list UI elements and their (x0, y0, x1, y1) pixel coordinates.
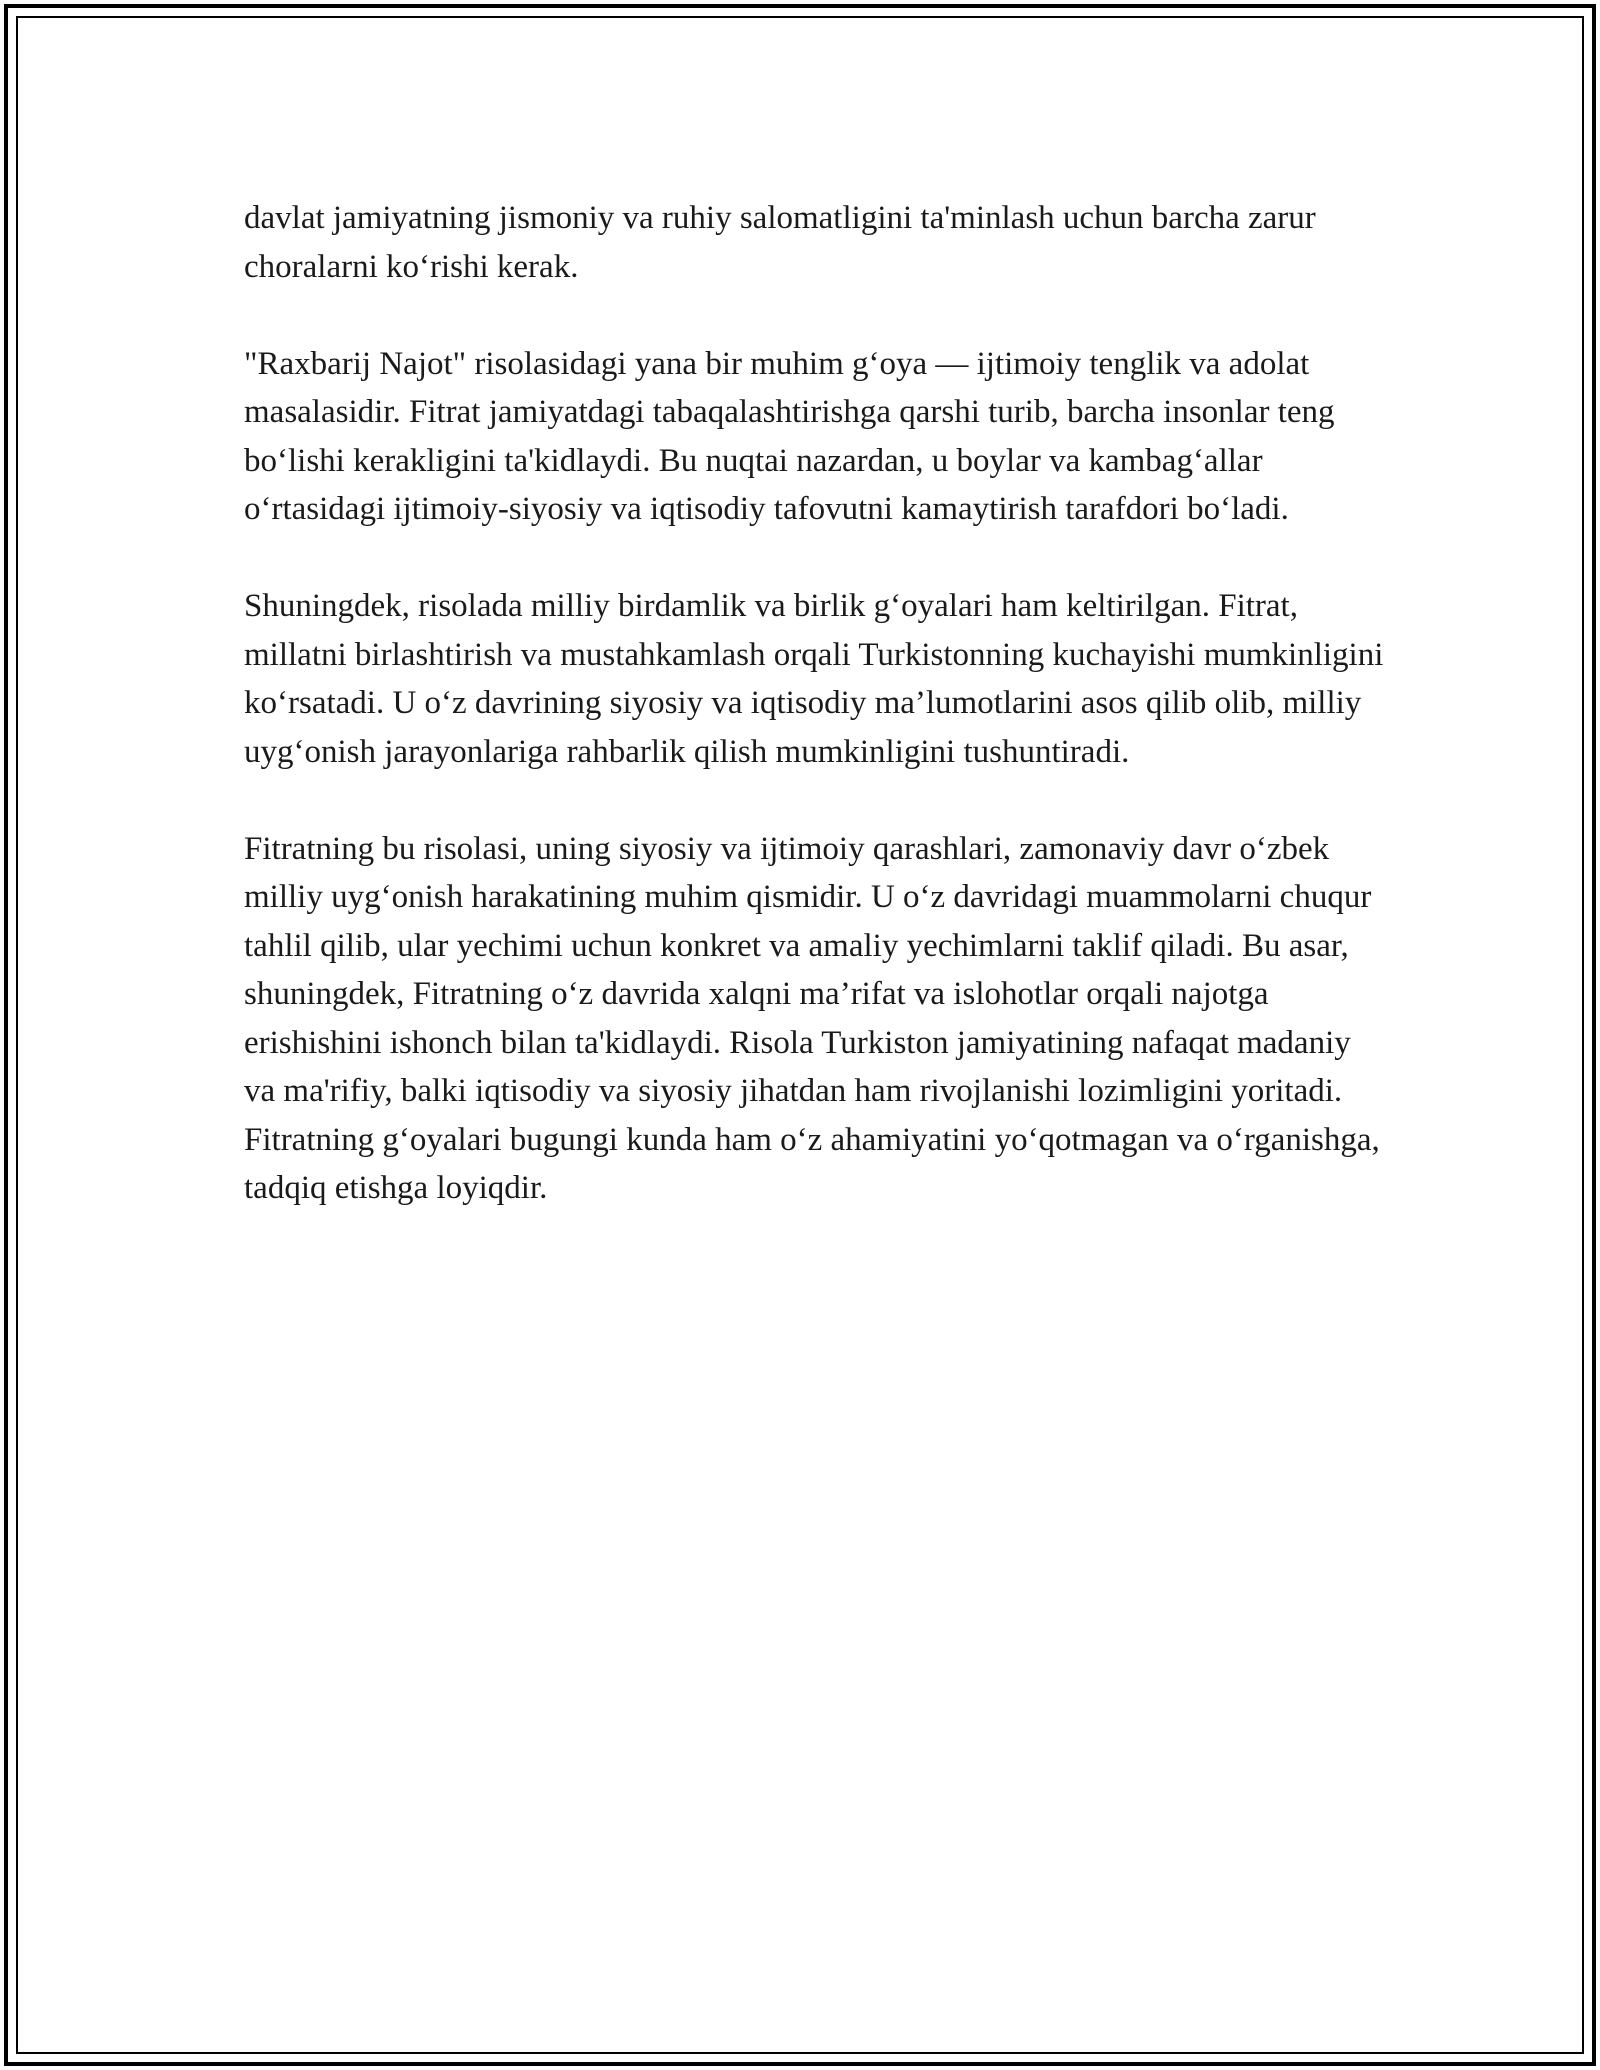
paragraph-1: davlat jamiyatning jismoniy va ruhiy salomatligini ta'minlash uchun barcha zarur choralarni ko‘rishi kerak. (244, 200, 1316, 285)
paragraph-2: "Raxbarij Najot" risolasidagi yana bir muhim g‘oya — ijtimoiy tenglik va adolat masalasidir. Fitrat jamiyatdagi tabaqalashtirishga qarshi turib, barcha insonlar teng bo‘lishi kerakligini ta'kidlaydi. Bu nuqtai nazardan, u boylar va kambag‘allar o‘rtasidagi ijtimoiy-siyosiy va iqtisodiy tafovutni kamaytirish tarafdori bo‘ladi. (244, 345, 1335, 527)
paragraph-4: Fitratning bu risolasi, uning siyosiy va ijtimoiy qarashlari, zamonaviy davr o‘zbek milliy uyg‘onish harakatining muhim qismidir. U o‘z davridagi muammolarni chuqur tahlil qilib, ular yechimi uchun konkret va amaliy yechimlarni taklif qiladi. Bu asar, shuningdek, Fitratning o‘z davrida xalqni ma’rifat va islohotlar orqali najotga erishishini ishonch bilan ta'kidlaydi. Risola Turkiston jamiyatining nafaqat madaniy va ma'rifiy, balki iqtisodiy va siyosiy jihatdan ham rivojlanishi lozimligini yoritadi. Fitratning g‘oyalari bugungi kunda ham o‘z ahamiyatini yo‘qotmagan va o‘rganishga, tadqiq etishga loyiqdir. (244, 830, 1380, 1206)
page-frame (4, 4, 1596, 2066)
document-body (244, 194, 1384, 1261)
paragraph-3: Shuningdek, risolada milliy birdamlik va birlik g‘oyalari ham keltirilgan. Fitrat, millatni birlashtirish va mustahkamlash orqali Turkistonning kuchayishi mumkinligini ko‘rsatadi. U o‘z davrining siyosiy va iqtisodiy ma’lumotlarini asos qilib olib, milliy uyg‘onish jarayonlariga rahbarlik qilish mumkinligini tushuntiradi. (244, 588, 1384, 770)
